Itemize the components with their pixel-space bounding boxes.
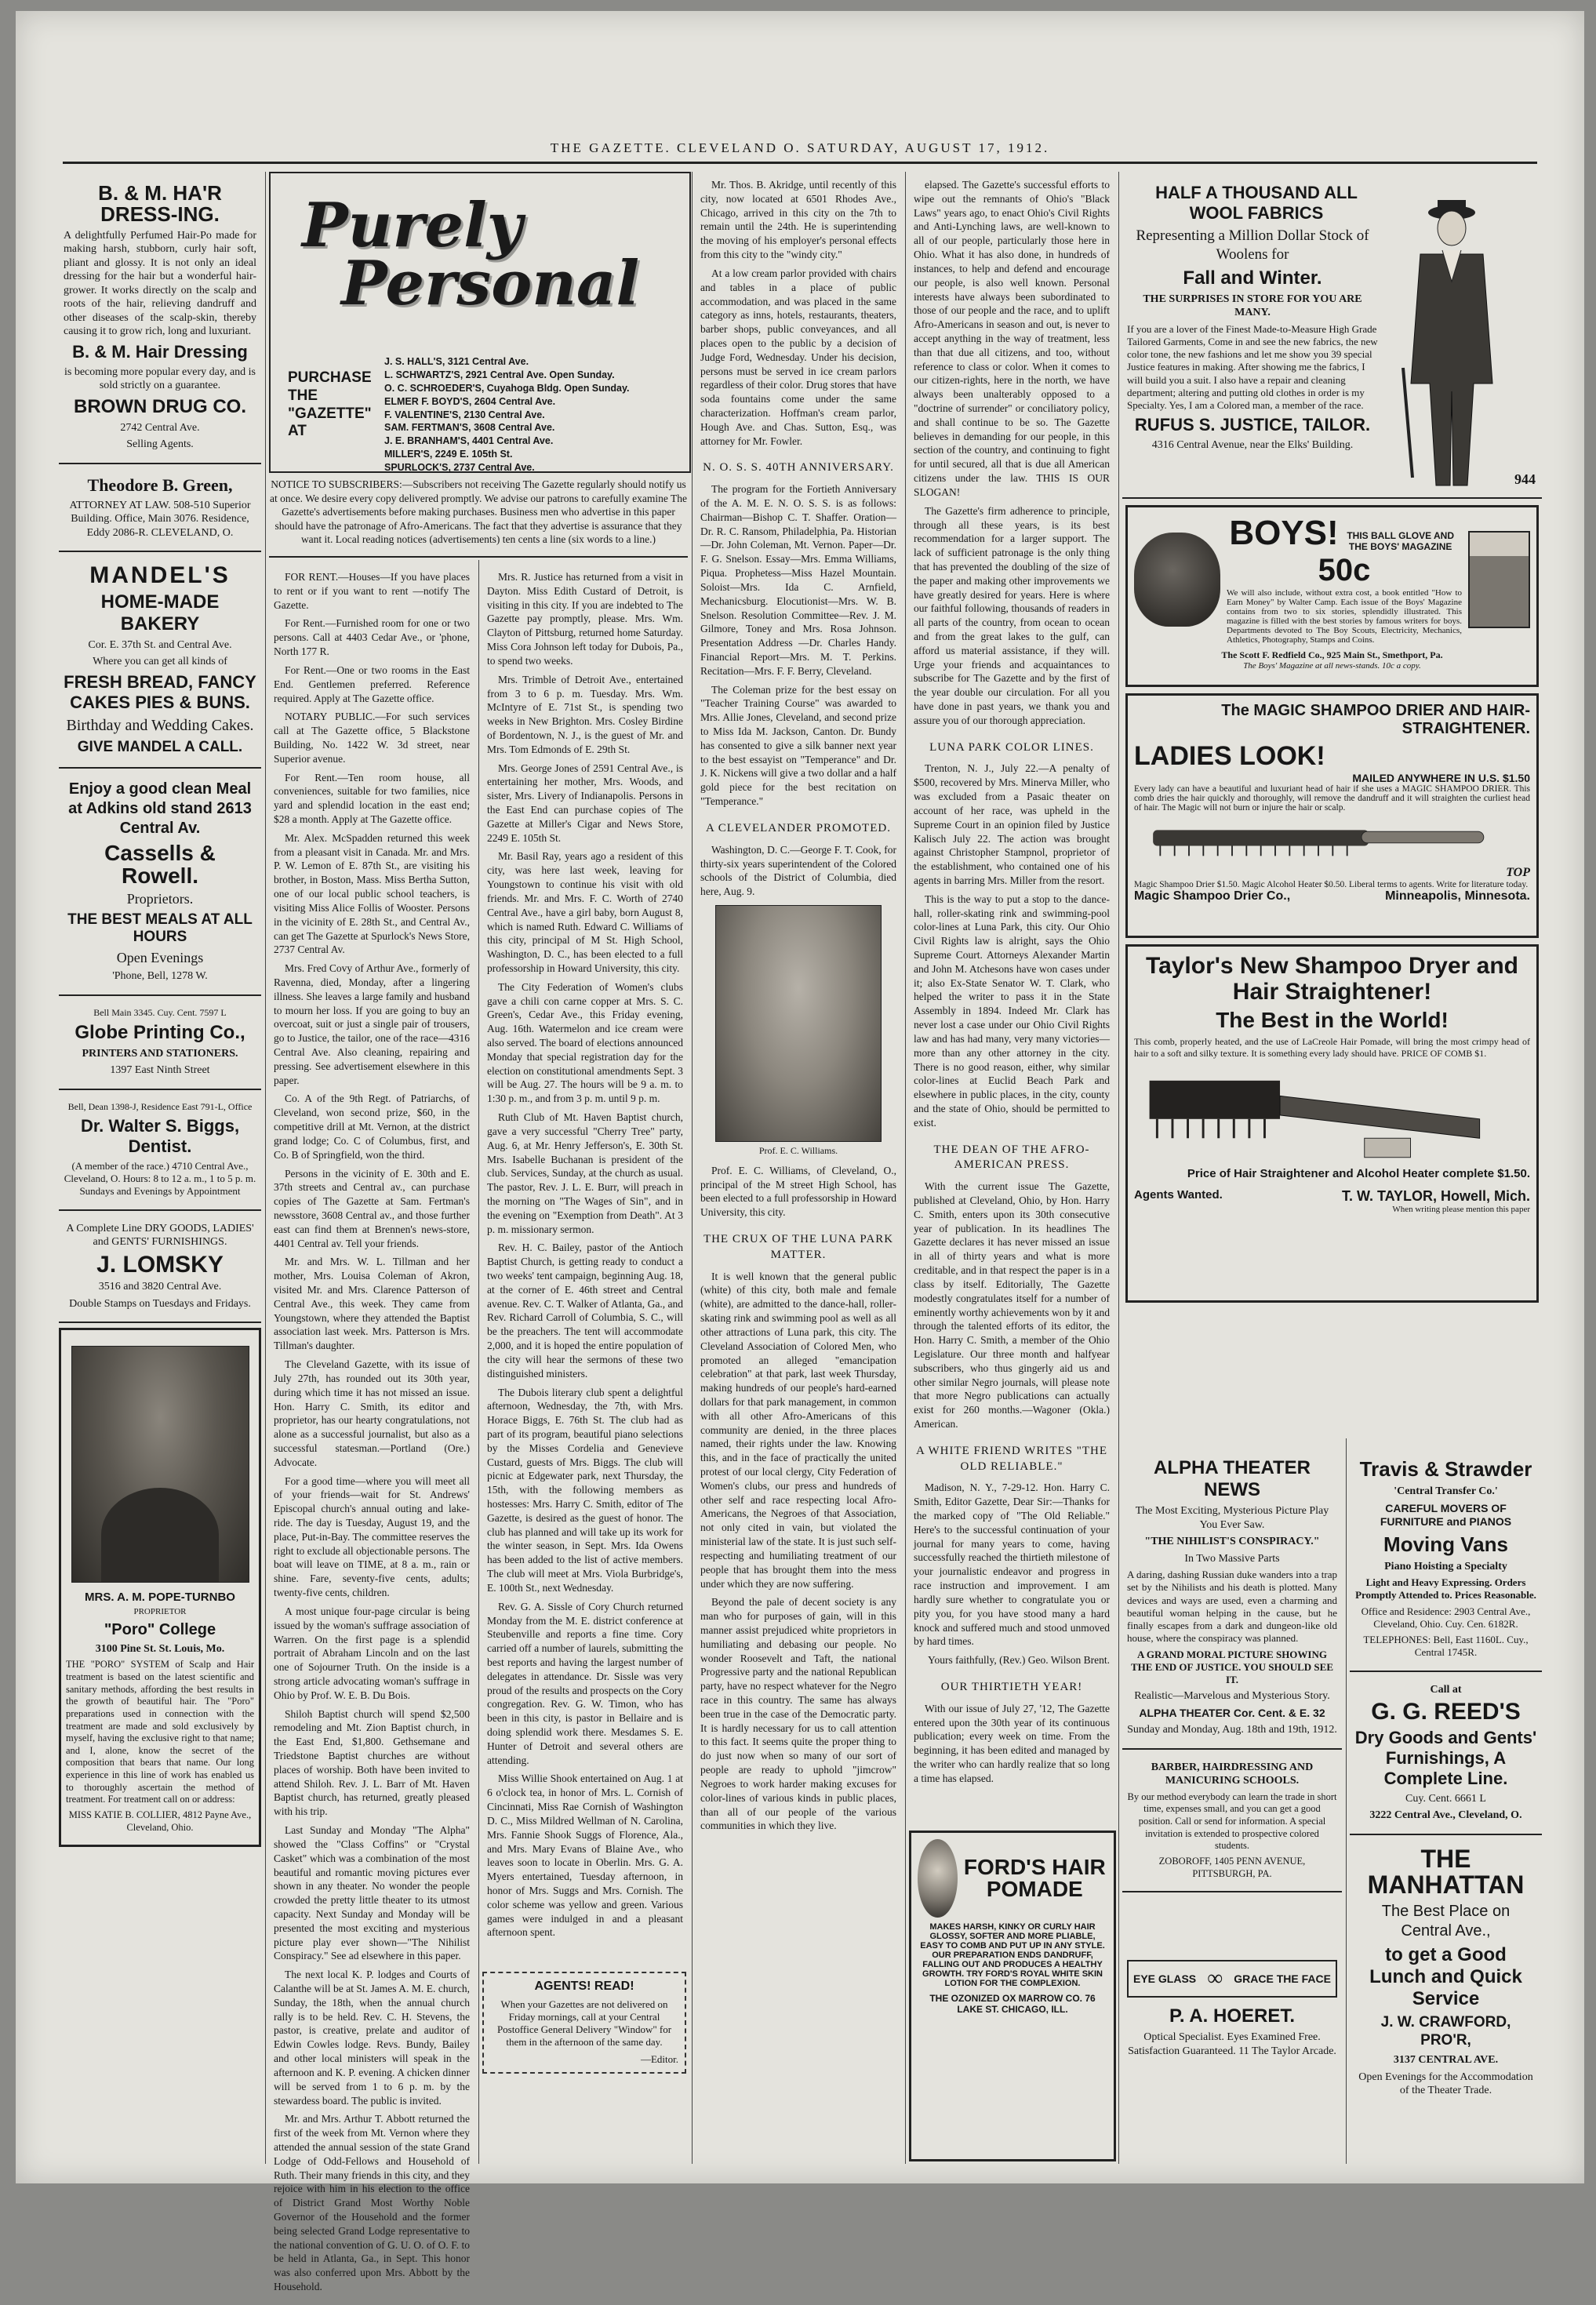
paragraph: Mrs. Trimble of Detroit Ave., entertained from 3 to 6 p. m. Tuesday. Mrs. Wm. McIntyre of E. 71st St., is spending two weeks in New Brighton. Mrs. Cosley Birdine of Bordentown, N. J., is the guest of Mr. and Mrs. Tom Edmonds of E. 29th St. bbox=[487, 673, 683, 755]
travis-vans: Moving Vans bbox=[1383, 1532, 1508, 1556]
magic-top-label: TOP bbox=[1506, 866, 1530, 879]
brown-drug: BROWN DRUG CO. bbox=[74, 395, 246, 417]
mandel-ad bbox=[59, 552, 261, 769]
paragraph: For Rent.—Ten room house, all conveniences, suitable for two families, nice yard and splendid location in the east end; $28 a month. Apply at The Gazette office. bbox=[274, 771, 470, 825]
paragraph: Ruth Club of Mt. Haven Baptist church, gave a very successful "Cherry Tree" party, Aug. 6, at Mr. Henry Jefferson's, E. 30th St. Mrs. Isabelle Buchanan is president of the club. Services, Sunday, at the church as usual. The pastor, Rev. J. L. E. Burr, will preach in the morning on "The Wages of Sin", and in the evening on "Exemption from Death". At 3 p. m. missionary sermon. bbox=[487, 1111, 683, 1235]
lomsky-ad bbox=[59, 1211, 261, 1324]
cassells-open: Open Evenings bbox=[116, 949, 204, 965]
alpha-grand: A GRAND MORAL PICTURE SHOWING THE END OF JUSTICE. YOU SHOULD SEE IT. bbox=[1130, 1648, 1333, 1685]
purely-personal-masthead bbox=[269, 172, 691, 473]
paragraph: Rev. G. A. Sissle of Cory Church returned Monday from the M. E. district conference at Steubenville and reports a fine time. Cory carried off a number of laurels, submitting the best reports and having the largest number of delegates in attendance. Dr. Sissle was very proud of the results and prospects on the Cory congregation. Rev. G. W. Timon, who has been in this city, is pastor in Bellaire and is doing splendid work there. Mesdames S. E. Hunter of Detroit and several others are attending. bbox=[487, 1600, 683, 1766]
justice-addr: 4316 Central Avenue, near the Elks' Building. bbox=[1151, 439, 1354, 452]
agent-line: SAM. FERTMAN'S, 3608 Central Ave. bbox=[384, 422, 555, 434]
comb-illustration bbox=[1134, 816, 1503, 859]
taylor-title: Taylor's New Shampoo Dryer and Hair Straightener! bbox=[1145, 953, 1519, 1005]
paragraph: The Cleveland Gazette, with its issue of July 27th, has rounded out its 30th year, during which time it has not missed an issue. Hon. Harry C. Smith, its editor and proprietor, has our hearty congratulations, not alone as a successful journalist, but also as a successful statesman.—Portland (Ore.) Advocate. bbox=[274, 1358, 470, 1468]
magic-city: Minneapolis, Minnesota. bbox=[1385, 889, 1530, 903]
pope-name: MRS. A. M. POPE-TURNBO bbox=[85, 1591, 235, 1605]
paragraph: Last Sunday and Monday "The Alpha" showed the "Class Coffins" or "Crystal Casket" which was a combination of the most beautiful and romantic moving pictures ever shown in any theater. No wonder the people crowded the pretty little theater to its utmost capacity. Next Sunday and Monday will be presented the most exciting and mysterious picture play ever shown—"The Nihilist Conspiracy." See ad elsewhere in this paper. bbox=[274, 1824, 470, 1962]
globe-name: Globe Printing Co., bbox=[75, 1021, 245, 1043]
agent-line: J. S. HALL'S, 3121 Central Ave. bbox=[384, 356, 529, 367]
agent-line: SPURLOCK'S, 2737 Central Ave. bbox=[384, 462, 535, 473]
alpha-parts: In Two Massive Parts bbox=[1184, 1552, 1280, 1565]
paragraph: Mrs. George Jones of 2591 Central Ave., is entertaining her mother, Mrs. Woods, and sister, Mrs. Livery of Indianapolis. Persons in the East End can purchase copies of The Gazette at Miller's Cigar and News Store, 2249 E. 105th St. bbox=[487, 762, 683, 844]
alpha-addr: ALPHA THEATER Cor. Cent. & E. 32 bbox=[1139, 1706, 1325, 1719]
paragraph: This is the way to put a stop to the dance-hall, roller-skating rink and swimming-pool color-lines at Luna Park, this city. Our Ohio Civil Rights law is alright, says the Ohio Supreme Court. Attorneys Alexander Martin and John M. Atchesons have won cases under it; also Ex-State Senator W. T. Clark, who helped the writer to pass it in the State Assembly in 1894. Indeed Mr. Clark has never lost a case under our Ohio Civil Rights law and has had many, very many victories—more than any other attorney in the city. There is no good reason, either, why similar color-lines at Euclid Beach Park and elsewhere in public places, in the city, county and the state of Ohio, should be permitted to exist. bbox=[914, 893, 1110, 1129]
agents-list bbox=[384, 355, 630, 474]
hair-body: A delightfully Perfumed Hair-Po made for making harsh, stubborn, curly hair soft, pliant and glossy. It is not only an ideal dressing for the hair but a wonderful hair-grower. It works directly on the scalp and roots of the hair, relieving dandruff and other diseases of the scalp-skin, thereby causing it to grow rich, long and luxuriant. bbox=[64, 229, 256, 338]
manhattan-title: THE MANHATTAN bbox=[1367, 1844, 1525, 1900]
ball-glove-icon bbox=[1134, 533, 1220, 627]
hoeret-name: P. A. HOERET. bbox=[1169, 2005, 1296, 2027]
barber-body: By our method everybody can learn the trade in short time, expenses small, and you can get a good position. Call or send for information. A special invitation is extended to prospective colored students. bbox=[1127, 1791, 1337, 1852]
globe-addr: 1397 East Ninth Street bbox=[110, 1064, 210, 1077]
paragraph: Yours faithfully, (Rev.) Geo. Wilson Brent. bbox=[928, 1654, 1110, 1667]
mandel-fresh: FRESH BREAD, FANCY CAKES PIES & BUNS. bbox=[64, 671, 256, 712]
paragraph: For Rent.—Furnished room for one or two persons. Call at 4403 Cedar Ave., or 'phone, North 177 R. bbox=[274, 617, 470, 658]
cassells-best: THE BEST MEALS AT ALL HOURS bbox=[67, 911, 253, 945]
reed-phone: Cuy. Cent. 6661 L bbox=[1405, 1792, 1486, 1805]
agent-line: O. C. SCHROEDER'S, Cuyahoga Bldg. Open Sunday. bbox=[384, 382, 630, 394]
fords-body: MAKES HARSH, KINKY OR CURLY HAIR GLOSSY, SOFTER AND MORE PLIABLE, EASY TO COMB AND PUT UP IN ANY STYLE. OUR PREPARATION ENDS DANDRUFF, FALLING OUT AND PRODUCES A HEALTHY GROWTH. TRY FORD'S ROYAL WHITE SKIN LOTION FOR THE COMPLEXION. bbox=[920, 1922, 1105, 1988]
travis-tel: TELEPHONES: Bell, East 1160L. Cuy., Central 1745R. bbox=[1363, 1634, 1529, 1659]
travis-careful: CAREFUL MOVERS OF FURNITURE and PIANOS bbox=[1380, 1501, 1512, 1528]
column-2-text bbox=[269, 564, 474, 2305]
agents-read-body: When your Gazettes are not delivered on Friday mornings, call at your Central Postoffice General Delivery "Window" for them in the afternoon of the same day. bbox=[496, 1998, 672, 2048]
agents-read-sign: —Editor. bbox=[640, 2053, 678, 2065]
magic-title: The MAGIC SHAMPOO DRIER AND HAIR-STRAIGHTENER. bbox=[1221, 702, 1530, 737]
justice-title: HALF A THOUSAND ALL WOOL FABRICS bbox=[1155, 183, 1358, 223]
lomsky-top: A Complete Line DRY GOODS, LADIES' and GENTS' FURNISHINGS. bbox=[66, 1222, 254, 1249]
lomsky-addr: 3516 and 3820 Central Ave. bbox=[98, 1281, 222, 1293]
magazine-cover bbox=[1468, 531, 1530, 628]
paragraph: For Rent.—One or two rooms in the East End. Gentlemen preferred. Reference required. Apply at The Gazette office. bbox=[274, 664, 470, 704]
boys-magazine-ad bbox=[1125, 505, 1539, 687]
manhattan-ad bbox=[1350, 1835, 1542, 2109]
mandel-addr: Cor. E. 37th St. and Central Ave. bbox=[88, 638, 232, 651]
boys-price: 50c bbox=[1318, 553, 1371, 587]
cassells-ad bbox=[59, 769, 261, 996]
cassells-enjoy: Enjoy a good clean Meal at Adkins old stand 2613 Central Av. bbox=[68, 780, 252, 837]
manhattan-prop: J. W. CRAWFORD, PRO'R, bbox=[1380, 2013, 1511, 2049]
eyeglass-label: EYE GLASS bbox=[1133, 1972, 1197, 1985]
column-1 bbox=[59, 172, 261, 1847]
paragraph: With our issue of July 27, '12, The Gazette entered upon the 30th year of its continuous publication; every week on time. From the beginning, it has been edited and managed by the writer who can hardly realize that so long a time has elapsed. bbox=[914, 1702, 1110, 1784]
globe-phones: Bell Main 3345. Cuy. Cent. 7597 L bbox=[93, 1006, 227, 1018]
pope-agent: MISS KATIE B. COLLIER, 4812 Payne Ave., Cleveland, Ohio. bbox=[68, 1809, 252, 1833]
pope-body: THE "PORO" SYSTEM of Scalp and Hair treatment is based on the latest scientific and sanitary methods, affording the best results in the growth of beautiful hair. The "Poro" preparations used in connection with the treatment are made and sold exclusively by myself, having the exclusive right to that name; and I, alone, know the secret of the composition that bears that name. Our long experience in this line of work has enabled us to thoroughly ascertain the method of treatment. For treatment call on or address: bbox=[66, 1659, 254, 1805]
magic-shampoo-ad bbox=[1125, 693, 1539, 938]
purchase-label: PURCHASE THE "GAZETTE" AT bbox=[288, 369, 372, 440]
mandel-where: Where you can get all kinds of bbox=[93, 656, 227, 668]
hair2-body: is becoming more popular every day, and is sold strictly on a guarantee. bbox=[64, 365, 256, 392]
paragraph: Trenton, N. J., July 22.—A penalty of $500, recovered by Mrs. Minerva Miller, who was excluded from a Pasaic theater on account of her race, was upheld in the Supreme Court in an opinion filed by Justice Kalisch July 22. The action was brought against Christopher Stampnol, proprietor of the establishment, who contained one of his agents in barring Mrs. Miller from the resort. bbox=[914, 762, 1110, 886]
manhattan-addr: 3137 CENTRAL AVE. bbox=[1393, 2054, 1499, 2067]
alpha-sub: The Most Exciting, Mysterious Picture Play You Ever Saw. bbox=[1135, 1505, 1329, 1531]
agent-line: L. SCHWARTZ'S, 2921 Central Ave. Open Sunday. bbox=[384, 369, 615, 380]
paragraph: A most unique four-page circular is being issued by the woman's suffrage association of Warren. On the first page is a splendid portrait of Abraham Lincoln and on the last one of Sojourner Truth. On the inside is a strong article advocating woman's suffrage in Ohio by Prof. W. E. B. Du Bois. bbox=[274, 1605, 470, 1701]
biggs-lines: (A member of the race.) 4710 Central Ave., Cleveland, O. Hours: 8 to 12 a. m., 1 to 5 p. m. Sundays and Evenings by Appointment bbox=[64, 1159, 256, 1198]
magic-ladies: LADIES LOOK! bbox=[1134, 741, 1325, 771]
paragraph: Mr. Thos. B. Akridge, until recently of this city, now located at 6501 Rhodes Ave., Chicago, arrived in this city on the 7th to remain until the 24th. He is superintending the moving of his employer's personal effects from this city to the "windy city." bbox=[700, 179, 896, 261]
section-title: N. O. S. S. 40TH ANNIVERSARY. bbox=[703, 461, 894, 474]
paragraph: Mr. Basil Ray, years ago a resident of this city, was here last week, leaving for Youngstown to continue his visit with old friends. Mr. and Mrs. F. C. Worth of 2740 Central Ave., have a girl baby, born August 8, which is named Ruth. Edward C. Williams of this city, principal of M St. High School, Washington, D. C., has been elected to a full professorship in Howard University, this city. bbox=[487, 850, 683, 974]
green-ad bbox=[59, 464, 261, 553]
agent-line: MILLER'S, 2249 E. 105th St. bbox=[384, 449, 513, 460]
paragraph: Mr. Alex. McSpadden returned this week from a pleasant visit in Canada. Mr. and Mrs. P. W. Lemon of E. 87th St., are visiting his brother, in Boston, Mass. Miss Bertha Sutton, one of our local public school teachers, is visiting Miss Alice Follis of Wooster. Persons in the vicinity of E. 28th St., and Central Av., can get The Gazette at Spurlock's News Store, 2737 Central Av. bbox=[274, 831, 470, 956]
reed-ad bbox=[1350, 1672, 1542, 1835]
paragraph: Co. A of the 9th Regt. of Patriarchs, of Cleveland, won second prize, $60, in the competitive drill at Mt. Vernon, at the district grand lodge; Co. C of Columbus, first, and Co. B of Springfield, won the third. bbox=[274, 1093, 470, 1161]
justice-body: If you are a lover of the Finest Made-to-Measure High Grade Tailored Garments, Come in and see the new fabrics, the new color tone, the new fashions and let me show you 39 special Justice features in making. After showing me the fabrics, I will build you a suit. I also have a repair and cleaning department; altering and putting old clothes in order is my Specialty. Yes, I am a Colored man, a member of the race. bbox=[1127, 322, 1378, 411]
fords-pomade-ad bbox=[909, 1831, 1116, 2161]
cassells-phone: 'Phone, Bell, 1278 W. bbox=[112, 970, 208, 983]
paragraph: Washington, D. C.—George F. T. Cook, for thirty-six years superintendent of the Colored schools of the District of Columbia, died here, Aug. 9. bbox=[700, 843, 896, 898]
justice-name: RUFUS S. JUSTICE, TAILOR. bbox=[1134, 415, 1371, 435]
paragraph: Mrs. Fred Covy of Arthur Ave., formerly of Ravenna, died, Monday, after a lingering illness. She leaves a large family and husband to mourn her loss. If you are going to buy an overcoat, suit or just a single pair of trousers, go to Justice, the tailor, one of the race—4316 Central Ave. Also cleaning, repairing and pressing. See advertisement elsewhere in this paper. bbox=[274, 962, 470, 1086]
lomsky-name: J. LOMSKY bbox=[96, 1251, 224, 1278]
paragraph: Rev. H. C. Bailey, pastor of the Antioch Baptist Church, is getting ready to conduct a two weeks' tent campaign, beginning Aug. 18, at the corner of E. 46th street and Central avenue. Rev. C. T. Walker of Atlanta, Ga., and Rev. Richard Carroll of Columbia, S. C., will be the preachers. The tent will accommodate 2,000, and it is hoped the entire population of the city will hear the sermons of these two distinguished ministers. bbox=[487, 1242, 683, 1380]
biggs-phones: Bell, Dean 1398-J, Residence East 791-L, Office bbox=[67, 1100, 253, 1112]
boys-body: We will also include, without extra cost, a book entitled "How to Earn Money" by Walter Camp. Each issue of the Boys' Magazine contains from two to six stories, splendidly illustrated. This magazine is filled with the best stories by famous writers for boys. Departments devoted to The Boy Scouts, Electricity, Mechanics, Athletics, Photography, Stamps and Coins. bbox=[1227, 588, 1462, 645]
section-title: OUR THIRTIETH YEAR! bbox=[940, 1680, 1083, 1693]
green-name: Theodore B. Green, bbox=[87, 474, 233, 495]
page-header: THE GAZETTE. CLEVELAND O. SATURDAY, AUGUST 17, 1912. bbox=[63, 135, 1537, 164]
boys-footer: The Scott F. Redfield Co., 925 Main St., Smethport, Pa. bbox=[1221, 649, 1443, 660]
paragraph: Madison, N. Y., 7-29-12. Hon. Harry C. Smith, Editor Gazette, Dear Sir:—Thanks for the marked copy of "The Old Reliable." Here's to the successful continuation of your journal for many years to come, having successfully reached the thirtieth milestone of your journalistic endeavor and progress in race instruction and improvement. I am hardly sure whether to congratulate you or pity you, for you have stood many a hard knock and suffered much and stood unmoved by hard times. bbox=[914, 1482, 1110, 1648]
justice-rep: Representing a Million Dollar Stock of Woolens for bbox=[1136, 227, 1369, 263]
taylor-name: T. W. TAYLOR, Howell, Mich. bbox=[1341, 1188, 1530, 1204]
hair-title: B. & M. HA'R DRESS-ING. bbox=[98, 181, 222, 227]
column-7 bbox=[1350, 1446, 1542, 2160]
reed-name: G. G. REED'S bbox=[1371, 1699, 1521, 1725]
green-lines: ATTORNEY AT LAW. 508-510 Superior Building. Office, Main 3076. Residence, Eddy 2086-R. CLEVELAND, O. bbox=[69, 499, 251, 539]
paragraph: FOR RENT.—Houses—If you have places to rent or if you want to rent —notify The Gazette. bbox=[274, 571, 470, 611]
biggs-name: Dr. Walter S. Biggs, Dentist. bbox=[80, 1115, 240, 1156]
paragraph: The program for the Fortieth Anniversary of the A. M. E. N. O. S. S. is as follows: Chairman—Bishop C. T. Shaffer. Oration—Dr. R. C. Ransom, Philadelphia, Pa. Historian—Dr. John Coleman, Mt. Vernon. Paper—Dr. F. G. Snelson. Essay—Mrs. Emma Williams, Piqua. Prophetess—Miss Hazel Mountain. Soloist—Mrs. Ida C. Arnfield, Mechanicsburg. Elocutionist—Mrs. W. B. Snelson. Resolution Committee—Rev. J. M. Gilmore, Toney and Mrs. Rosa Johnson. Presentation Address —Dr. Charles Handy. Financial Report—Mrs. M. T. Perkins. Recitation—Mrs. F. F. Berry, Cleveland. bbox=[700, 483, 896, 677]
justice-fall: Fall and Winter. bbox=[1183, 267, 1322, 289]
boys-sub: THIS BALL GLOVE AND THE BOYS' MAGAZINE bbox=[1347, 530, 1454, 553]
taylor-best: The Best in the World! bbox=[1216, 1008, 1449, 1032]
paragraph: Mrs. R. Justice has returned from a visit in Dayton. Miss Edith Custard of Detroit, is visiting in this city. If you are indebted to The Gazette pay promptly, please. Mrs. Wm. Clayton of Pittsburg, returned home Saturday. Miss Cora Johnson left today for Dubois, Pa., to spend two weeks. bbox=[487, 571, 683, 667]
alpha-real: Realistic—Marvelous and Mysterious Story. bbox=[1134, 1690, 1330, 1703]
section-title: LUNA PARK COLOR LINES. bbox=[929, 740, 1094, 754]
column-2 bbox=[269, 564, 474, 2293]
column-4 bbox=[696, 172, 901, 2164]
agent-line: F. VALENTINE'S, 2130 Central Ave. bbox=[384, 409, 545, 420]
paragraph: It is well known that the general public (white) of this city, both male and female (white), are admitted to the dance-hall, roller-skating rink and swimming pool as well as all other attractions of Luna park, this city. The Cleveland Association of Colored Men, who promoted an alleged "emancipation celebration" at that park, last week Thursday, making hundreds of our people's hard-earned dollars for that park management, in common with all other Afro-Americans of this community are denied, in the three places named, their rights under the law. Knowing this, and in the face of practically the united protest of our local clergy, City Federation of Women's clubs, our press and hundreds of other self and race respecting local Afro-Americans, the Negroes of that Association, not only cited in vain, but violated the ministerial law of the state. It is just such self-respecting and humiliating treatment of our people that has brought them into the mess under which they are now suffering. bbox=[700, 1270, 896, 1590]
alpha-body: A daring, dashing Russian duke wanders into a trap set by the Nihilists and his death is plotted. Many devices and ways are used, even a charming and beautiful woman helping in the cause, but he finally escapes from a dark and dungeon-like old house, where the conspiracy was planned. bbox=[1127, 1569, 1337, 1645]
paragraph: Shiloh Baptist church will spend $2,500 remodeling and Mt. Zion Baptist church, in the East End, $1,800. Gethsemane and Triedstone Baptist churches are without places of worship. Both have been invited to attend Shiloh. Rev. J. L. Barr of Mt. Haven Baptist church, has returned, greatly pleased with his trip. bbox=[274, 1707, 470, 1818]
paragraph: Prof. E. C. Williams, of Cleveland, O., principal of the M street High School, has been elected to a full professorship in Howard University, this city. bbox=[700, 1164, 896, 1219]
paragraph: The next local K. P. lodges and Courts of Calanthe will be at St. James A. M. E. church, Sunday, the 18th, when the annual church rally is to be held. Rev. C. H. Stevens, the pastor, is creative, prelate and auditor of Edwin Cowles lodge. Revs. Bundy, Bailey and other local ministers will speak in the afternoon and K. P. evening. A chicken dinner will be served from 1 to 6 p. m. by the stewardess board. The public is invited. bbox=[274, 1969, 470, 2107]
hair-straightener-illustration bbox=[1134, 1064, 1503, 1158]
hoeret-body: Optical Specialist. Eyes Examined Free. Satisfaction Guaranteed. 11 The Taylor Arcade. bbox=[1128, 2031, 1336, 2057]
pope-addr: 3100 Pine St. St. Louis, Mo. bbox=[95, 1642, 225, 1655]
taylor-agents: Agents Wanted. bbox=[1134, 1188, 1223, 1202]
newspaper-page bbox=[16, 11, 1584, 2293]
reed-dry: Dry Goods and Gents' Furnishings, A Complete Line. bbox=[1354, 1727, 1537, 1788]
mandel-call: GIVE MANDEL A CALL. bbox=[77, 738, 243, 755]
paragraph: Persons in the vicinity of E. 30th and E. 37th streets and Central av., can purchase copies of The Gazette at Sam. Fertman's newsstore, 3608 Central av., and those further east can find them at Brennen's news-store, 4401 Central av. Tell your friends. bbox=[274, 1167, 470, 1249]
globe-ad bbox=[59, 996, 261, 1090]
cassells-prop: Proprietors. bbox=[126, 891, 194, 907]
hair2-title: B. & M. Hair Dressing bbox=[72, 341, 248, 362]
brown-sub: Selling Agents. bbox=[126, 438, 194, 451]
agents-read-box bbox=[482, 1972, 686, 2074]
paragraph: Beyond the pale of decent society is any man who for purposes of gain, will in this manner assist prejudiced white proprietors in humiliating and debasing our people. No wonder Roosevelt and Taft, the national Progressive party and the national Republican party, have no respect whatever for the Negro race in this country. The same has always been true in the case of the Democratic party. It is hardly necessary for us to call attention to this fact. It seems quite the proper thing to do just now when so many of our sort of people are ready to uphold "jimcrow" Negroes to work harder making excuses for color-lines of various kinds in public places, than all of our people of the various communities in which they live. bbox=[700, 1596, 896, 1832]
hoeret-optical-ad bbox=[1122, 1952, 1342, 2069]
paragraph: Mr. and Mrs. Arthur T. Abbott returned the first of the week from Mt. Vernon where they attended the annual session of the state Grand Lodge of Odd-Fellows and Household of Ruth. Their many friends in this city, and they rejoice with him in his election to the office of District Grand Most Worthy Noble Governor of the Household and the former being selected Grand Lodge representative to the national convention of G. U. O. of O. F. to be held in Atlanta, Ga., in Sept. This honor was also conferred upon Mrs. Abbott by the Household. bbox=[274, 2113, 470, 2293]
eyeglasses-icon: ∞ bbox=[1207, 1966, 1223, 1991]
alpha-dates: Sunday and Monday, Aug. 18th and 19th, 1912. bbox=[1127, 1724, 1337, 1736]
travis-piano: Piano Hoisting a Specialty bbox=[1384, 1560, 1507, 1572]
justice-ad bbox=[1122, 172, 1542, 499]
paragraph: For a good time—where you will meet all of your friends—wait for St. Andrews' Episcopal church's annual outing and lake-ride. The day is Tuesday, August 19, and the place, Put-in-Bay. The committee reserves the right to exclude all objectionable persons. The boat will leave on TIME, at 8 a. m., rain or shine. Fare, seventy-five cents, adults; twenty-five cents, children. bbox=[274, 1474, 470, 1599]
section-title: THE DEAN OF THE AFRO-AMERICAN PRESS. bbox=[933, 1143, 1090, 1172]
paragraph: Mr. and Mrs. W. L. Tillman and her mother, Mrs. Louisa Coleman of Akron, visited Mr. and Mrs. Clarence Patterson of Central Ave., this week. They came from Youngstown, where they attended the Baptist association last week. Mrs. Patterson is Mrs. Tillman's daughter. bbox=[274, 1256, 470, 1352]
column-3 bbox=[482, 564, 688, 1960]
magic-body: Every lady can have a beautiful and luxuriant head of hair if she uses a MAGIC SHAMPOO DRIER. This comb dries the hair quickly and thoroughly, will remove the dandruff and it will straighten the curliest head of hair. The Magic will not burn or injure the hair or scalp. bbox=[1134, 784, 1530, 813]
alpha-film: "THE NIHILIST'S CONSPIRACY." bbox=[1144, 1536, 1320, 1547]
column-5-text bbox=[909, 172, 1114, 1797]
manhattan-open: Open Evenings for the Accommodation of the Theater Trade. bbox=[1358, 2071, 1533, 2097]
globe-sub: PRINTERS AND STATIONERS. bbox=[82, 1047, 238, 1060]
manhattan-lunch: to get a Good Lunch and Quick Service bbox=[1369, 1943, 1522, 2009]
grace-label: GRACE THE FACE bbox=[1234, 1972, 1331, 1985]
taylor-price: Price of Hair Straightener and Alcohol Heater complete $1.50. bbox=[1187, 1167, 1530, 1180]
column-6 bbox=[1122, 172, 1542, 1434]
magic-heater: Magic Shampoo Drier $1.50. Magic Alcohol Heater $0.50. Liberal terms to agents. Write for literature today. bbox=[1134, 880, 1529, 889]
paragraph: elapsed. The Gazette's successful efforts to wipe out the remnants of Ohio's "Black Laws" years ago, to enact Ohio's Civil Rights and Anti-Lynching laws, are well-known to all of our people, particularly those here in Ohio. What it has also done, in hundreds of instances, to help and defend and encourage our people, is also well known. Personal interests have always been subordinated to those of our people and the race, and to uplift Afro-Americans in season and out, is never to accept anything in the way of treatment, less than that due all citizens, and too, without reference to class or color. When it comes to our citizen-rights, here in the north, we have always been unalterably opposed to a "doctrine of surrender" or conciliatory policy, and shall continue to be so. The Gazette believes in demanding for our people, in this section of the country, and continuing to fight for until secured, all that is due all American citizens under the law. THIS IS OUR SLOGAN! bbox=[914, 179, 1110, 498]
lomsky-stamps: Double Stamps on Tuesdays and Fridays. bbox=[69, 1297, 251, 1310]
taylor-shampoo-ad bbox=[1125, 944, 1539, 1303]
suited-man-illustration bbox=[1393, 195, 1511, 485]
fords-title: FORD'S HAIR POMADE bbox=[963, 1855, 1106, 1901]
paragraph: With the current issue The Gazette, published at Cleveland, Ohio, by Hon. Harry C. Smith, enters upon its 30th consecutive year of publication. In its headlines The Gazette declares it has never missed an issue in all of thirty years and what is more creditable, and in that respect the paper is in a class by itself. Editorially, The Gazette modestly congratulates itself for a number of eminently worthy achievements won by it and through the talented efforts of its editor, the Hon. Harry C. Smith, a member of the Ohio Legislature. Our three month and halfyear subscribers, who thus gingerly aid us and other similar Negro journals, will please note that more Negro publications can actually exist for 260 months.—Wagoner (Okla.) American. bbox=[914, 1180, 1110, 1431]
purely-title-1: Purely bbox=[302, 190, 523, 261]
paragraph: Miss Willie Shook entertained on Aug. 1 at 6 o'clock tea, in honor of Mrs. L. Cornish of Cincinnati, Miss Rae Cornish of Washington D. C., Miss Mildred Wellman of N. Carolina, Mrs. Fannie Shook Suggs of Florence, Ala., and Mrs. Mary Evans of Blaine Ave., who leaves soon to locate in Oberlin. Mrs. G. A. Myers entertained, Tuesday afternoon, in honor of Mrs. Suggs and Mrs. Cornish. The color scheme was yellow and green. Various games were indulged in and a pleasant afternoon spent. bbox=[487, 1772, 683, 1939]
pope-college: "Poro" College bbox=[104, 1620, 216, 1638]
paragraph: The Gazette's firm adherence to principle, through all these years, is its best recommendation for a larger support. The lack of sufficient patronage is the only thing that has prevented the doubling of the size of the paper and making other improvements we have greatly desired for years. Here is where our faithful following, thousands of readers in all parts of the country, from ocean to ocean and from the great lakes to the gulf, can afford us material assistance, if they will. Urge your friends and acquaintances to subscribe for The Gazette and by the first of the year double our circulation. For all you have done in past years, we thank you and assure you of our thorough appreciation. bbox=[914, 504, 1110, 726]
poro-ad bbox=[59, 1328, 261, 1847]
taylor-note: When writing please mention this paper bbox=[1392, 1205, 1530, 1214]
reed-call: Call at bbox=[1430, 1683, 1462, 1696]
paragraph: At a low cream parlor provided with chairs and tables in a place of public accommodation, and was placed in the same category as inns, hotels, restaurants, theaters, barber shops, public conveyances, and all places open to the public by a decision of Judge Ford, Wednesday. Under his decision, persons must be served in ice cream parlors regardless of their color. Drug stores that have soda fountains come under the same characterization. Hoffman's cream parlor, Hough Ave. and Chas. Sutton, Esq., was attorney for Mr. Fowler. bbox=[700, 267, 896, 447]
biggs-ad bbox=[59, 1090, 261, 1211]
barber-addr: ZOBOROFF, 1405 PENN AVENUE, PITTSBURGH, PA. bbox=[1158, 1855, 1306, 1879]
column-4-text bbox=[696, 172, 901, 1844]
notice-to-subscribers: NOTICE TO SUBSCRIBERS:—Subscribers not receiving The Gazette regularly should notify us at once. We desire every copy delivered promptly. We advise our patrons to carefully examine The Gazette's advertisements before making purchases. Business men who advertise in this paper should have the patronage of Afro-Americans. The fact that they advertise is assurance that they want it. Local reading notices (advertisements) ten cents a line (six words to a line.) bbox=[269, 478, 688, 558]
hair-dressing-ad bbox=[59, 172, 261, 464]
boys-note: The Boys' Magazine at all news-stands. 10c a copy. bbox=[1243, 661, 1421, 671]
travis-ad bbox=[1350, 1446, 1542, 1672]
column-3-text bbox=[482, 564, 688, 1951]
woman-portrait bbox=[918, 1839, 958, 1918]
travis-sub: 'Central Transfer Co.' bbox=[1394, 1485, 1498, 1497]
williams-portrait bbox=[715, 905, 882, 1142]
taylor-body: This comb, properly heated, and the use of LaCreole Hair Pomade, will bring the most crimpy head of hair to a soft and silky texture. It is something every lady should have. PRICE OF COMB $1. bbox=[1134, 1036, 1530, 1059]
section-title: A CLEVELANDER PROMOTED. bbox=[706, 821, 891, 834]
magic-co: Magic Shampoo Drier Co., bbox=[1134, 889, 1291, 903]
reed-addr: 3222 Central Ave., Cleveland, O. bbox=[1369, 1809, 1522, 1821]
pope-prop: PROPRIETOR bbox=[133, 1607, 187, 1617]
agents-read-title: AGENTS! READ! bbox=[534, 1980, 634, 1993]
travis-title: Travis & Strawder bbox=[1359, 1457, 1532, 1481]
travis-light: Light and Heavy Expressing. Orders Promptly Attended to. Prices Reasonable. bbox=[1355, 1576, 1536, 1602]
fords-co: THE OZONIZED OX MARROW CO. 76 LAKE ST. CHICAGO, ILL. bbox=[929, 1993, 1096, 2015]
magic-price: MAILED ANYWHERE IN U.S. $1.50 bbox=[1352, 772, 1530, 784]
portrait-caption: Prof. E. C. Williams. bbox=[758, 1144, 838, 1156]
agent-line: ELMER F. BOYD'S, 2604 Central Ave. bbox=[384, 395, 556, 407]
paragraph: NOTARY PUBLIC.—For such services call at The Gazette office, 5 Blackstone Building, No. 1422 W. 3d street, near Superior avenue. bbox=[274, 711, 470, 765]
barber-title: BARBER, HAIRDRESSING AND MANICURING SCHOOLS. bbox=[1151, 1761, 1314, 1787]
purely-title-2: Personal bbox=[341, 248, 640, 320]
travis-office: Office and Residence: 2903 Central Ave., Cleveland, Ohio. Cuy. Cen. 6182R. bbox=[1361, 1605, 1531, 1630]
alpha-title: ALPHA THEATER NEWS bbox=[1154, 1457, 1311, 1500]
mandel-bakery: HOME-MADE BAKERY bbox=[100, 591, 220, 634]
mandel-bw: Birthday and Wedding Cakes. bbox=[66, 716, 254, 734]
justice-number: 944 bbox=[1514, 471, 1536, 487]
brown-addr: 2742 Central Ave. bbox=[120, 421, 200, 434]
alpha-theater-ad bbox=[1122, 1446, 1342, 1750]
barber-school-ad bbox=[1122, 1750, 1342, 1892]
paragraph: The Coleman prize for the best essay on "Teacher Training Course" was awarded to Mrs. Allie Jones, Cleveland, and second prize to Miss Ida M. Jackson, Canton. Dr. Bundy has consented to give a silk banner next year to the best essayist on "Temperance" and Dr. J. K. Nickens will give a two dollar and a half gold piece for the best recitation on "Temperance." bbox=[700, 683, 896, 808]
paragraph: The City Federation of Women's clubs gave a chili con carne copper at Mrs. S. C. Green's, Cedar Ave., this Friday evening, Aug. 16th. Watermelon and ice cream were also served. The board of elections announced Monday that special registration day for the election on constitutional amendments Sept. 3 will be Aug. 27. The hours will be 9 a. m. to 1:30 p. m., and from 3 p. m. until 9 p. m. bbox=[487, 980, 683, 1105]
section-title: A WHITE FRIEND WRITES "THE OLD RELIABLE." bbox=[915, 1444, 1108, 1473]
mandel-title: MANDEL'S bbox=[89, 562, 231, 589]
section-title: THE CRUX OF THE LUNA PARK MATTER. bbox=[703, 1233, 894, 1261]
cassells-name: Cassells & Rowell. bbox=[104, 840, 216, 888]
justice-surp: THE SURPRISES IN STORE FOR YOU ARE MANY. bbox=[1143, 293, 1362, 318]
boys-title: BOYS! bbox=[1229, 514, 1339, 552]
manhattan-best: The Best Place on Central Ave., bbox=[1381, 1902, 1511, 1940]
pope-portrait bbox=[71, 1346, 249, 1583]
agent-line: J. E. BRANHAM'S, 4401 Central Ave. bbox=[384, 435, 554, 447]
paragraph: The Dubois literary club spent a delightful afternoon, Wednesday, the 7th, with Mrs. Horace Biggs, E. 76th St. The club had as part of its program, beautiful piano selections by the Misses Cordelia and Genevieve Custard, guests of Mrs. Biggs. The club will picnic at Edgewater park, next Thursday, the 15th, with the following members as hostesses: Mrs. Harry C. Smith, editor of The Gazette, is desired as the guest of honor. The club has planned and will take up its work for the winter season, in Sept. Mrs. Ida Owens has been added to the list of active members. The club will meet at Mrs. Viola Burbridge's, E. 100th St., next Wednesday. bbox=[487, 1386, 683, 1594]
